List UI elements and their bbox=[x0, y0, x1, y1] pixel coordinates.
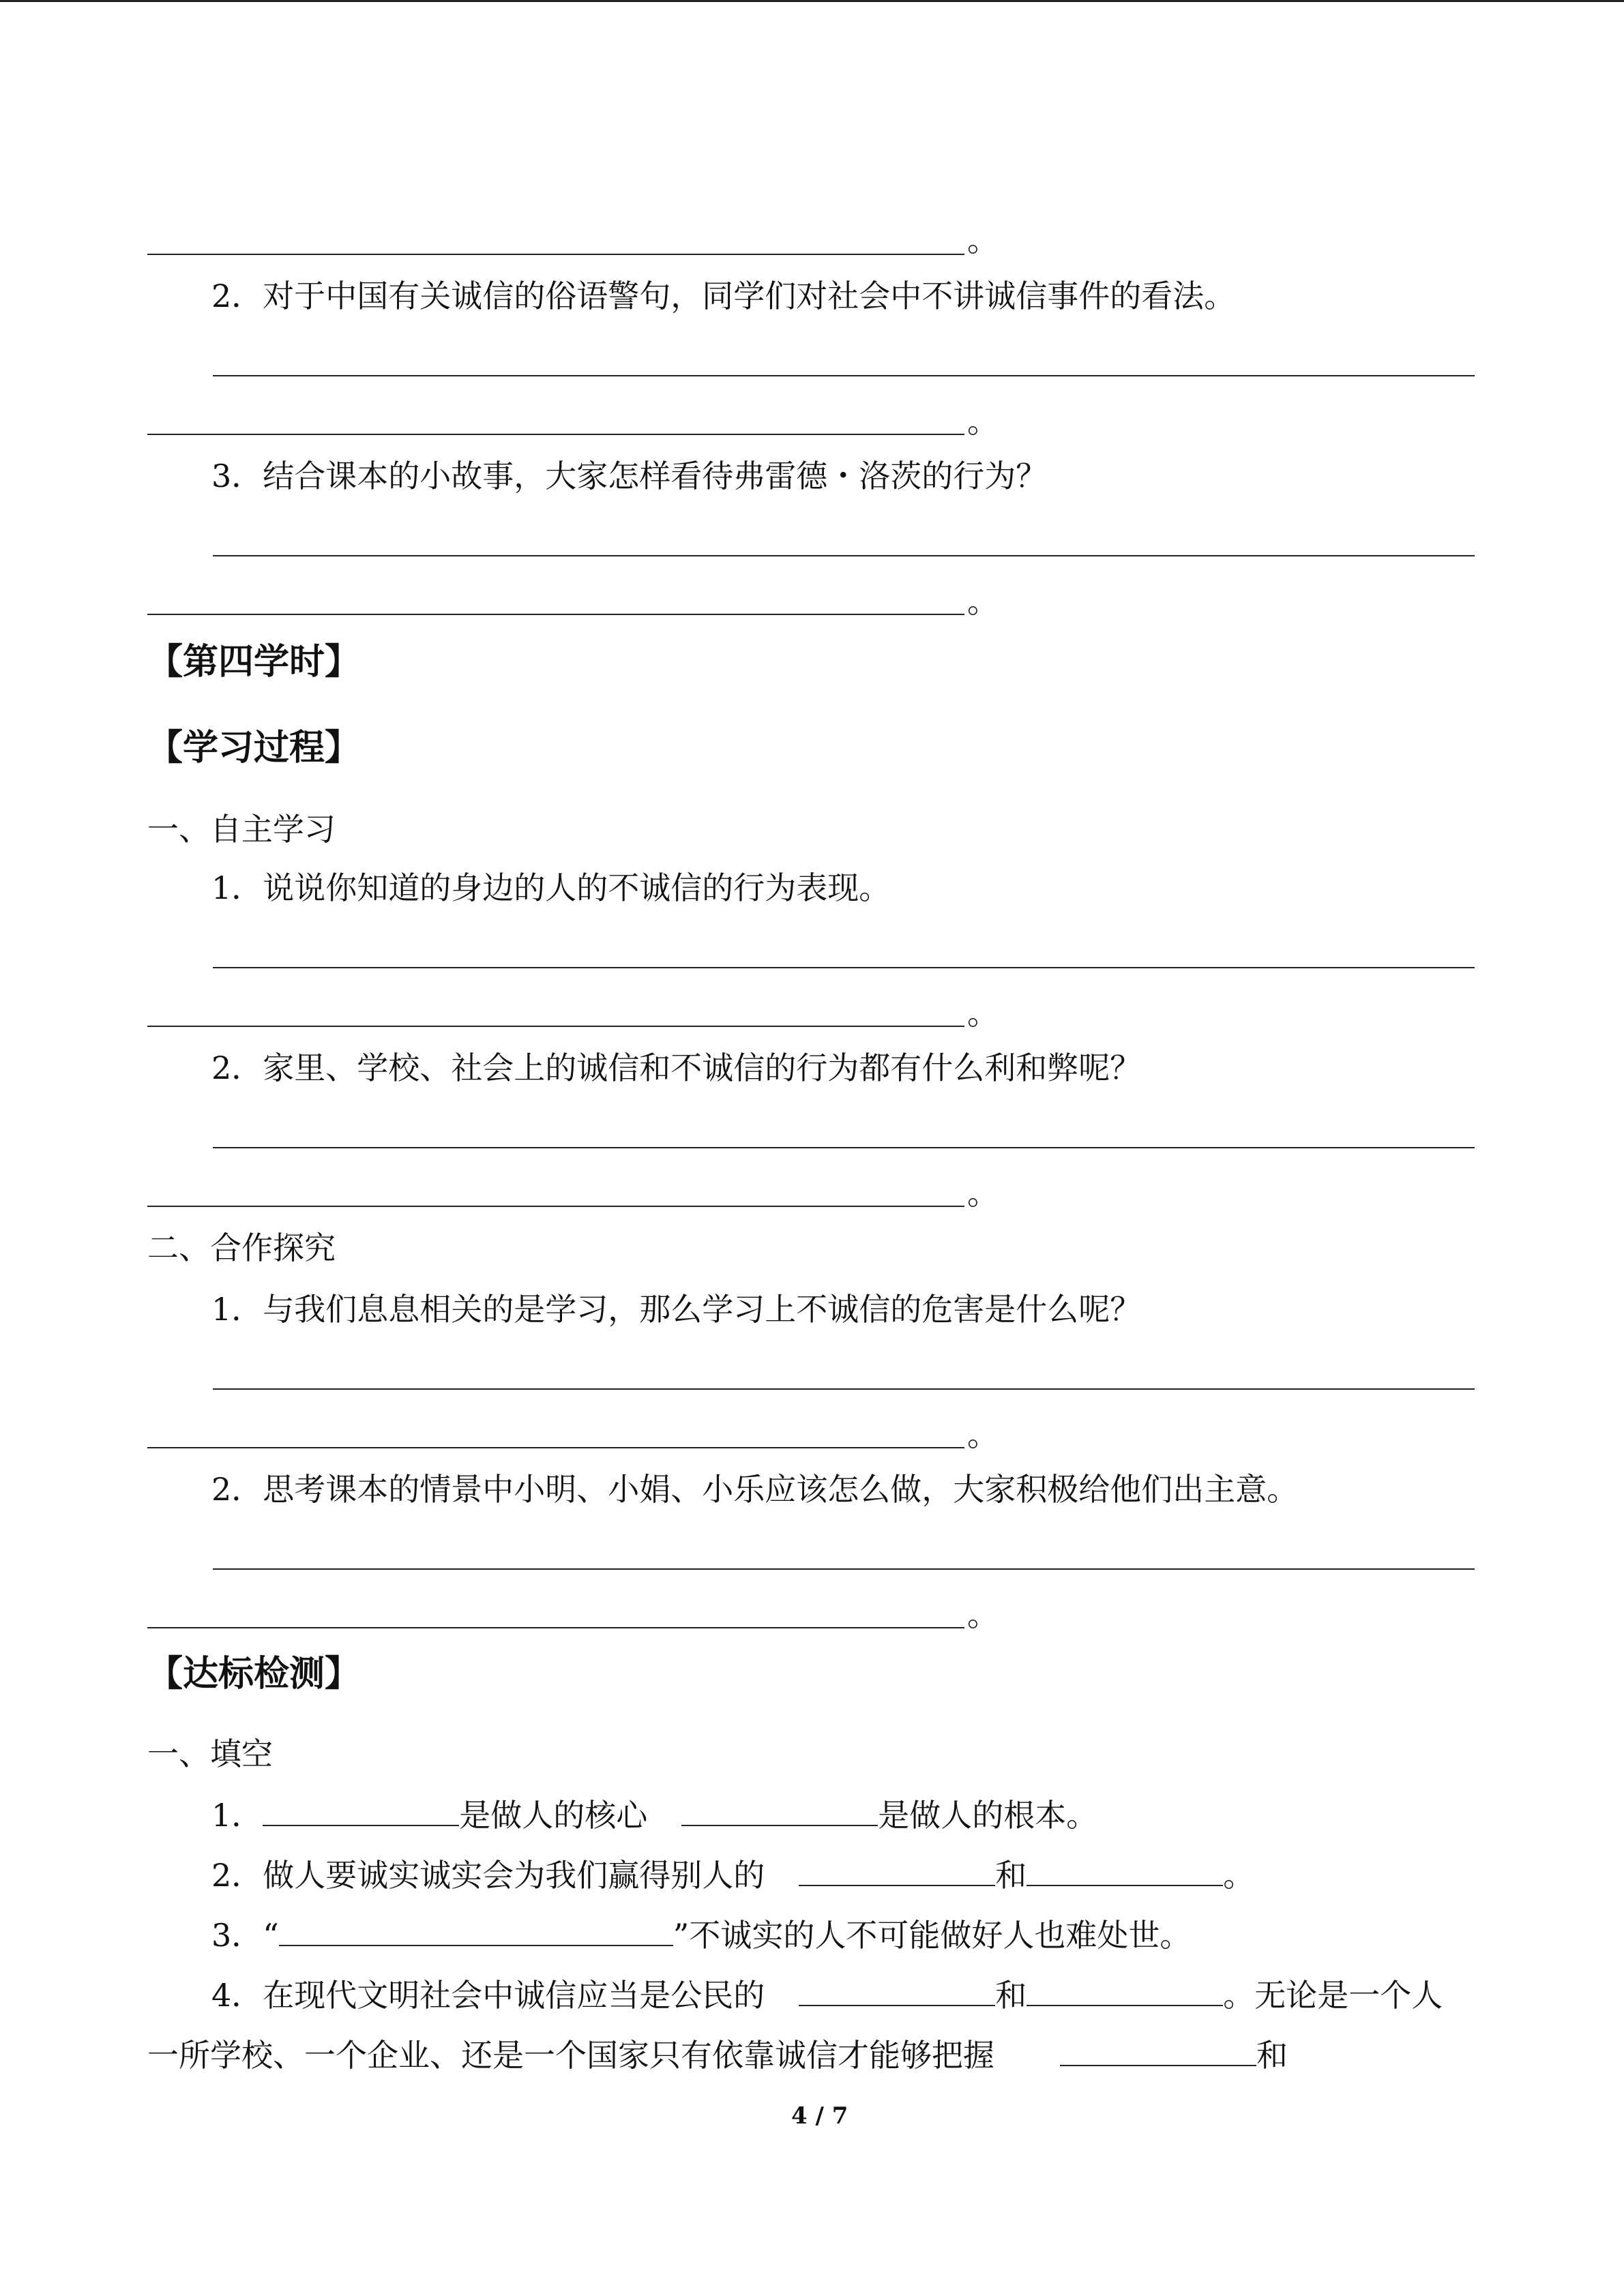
question-text: 2．思考课本的情景中小明、小娟、小乐应该怎么做，大家积极给他们出主意。 bbox=[211, 1471, 1299, 1508]
question-text: 1．与我们息息相关的是学习，那么学习上不诚信的危害是什么呢？ bbox=[211, 1291, 1142, 1328]
blank[interactable] bbox=[799, 1855, 995, 1886]
answer-line[interactable] bbox=[213, 1147, 1475, 1148]
blank[interactable] bbox=[1027, 1975, 1223, 2006]
section-title: 【学习过程】 bbox=[147, 727, 361, 769]
period: 。 bbox=[967, 222, 999, 258]
answer-line bbox=[147, 254, 964, 255]
period: 。 bbox=[967, 583, 999, 620]
fill-question-4: 4．在现代文明社会中诚信应当是公民的 和 。无论是一个人 bbox=[211, 1975, 1443, 2016]
fill-question-2: 2．做人要诚实诚实会为我们赢得别人的 和 。 bbox=[211, 1855, 1254, 1896]
fill-question-1: 1． 是做人的核心 是做人的根本。 bbox=[211, 1795, 1097, 1836]
question-text: 3．结合课本的小故事，大家怎样看待弗雷德・洛茨的行为？ bbox=[211, 458, 1048, 494]
section-title: 【第四学时】 bbox=[147, 641, 361, 683]
period: 。 bbox=[967, 403, 999, 440]
blank[interactable] bbox=[799, 1975, 995, 2006]
answer-line[interactable] bbox=[213, 1568, 1475, 1570]
answer-line[interactable] bbox=[213, 1388, 1475, 1390]
fill-question-4-line2: 一所学校、一个企业、还是一个国家只有依靠诚信才能够把握 和 bbox=[147, 2035, 1288, 2076]
blank[interactable] bbox=[681, 1795, 878, 1826]
subsection-heading: 一、自主学习 bbox=[147, 811, 336, 848]
period: 。 bbox=[967, 1175, 999, 1212]
question-text: 2．家里、学校、社会上的诚信和不诚信的行为都有什么利和弊呢？ bbox=[211, 1049, 1142, 1086]
period: 。 bbox=[967, 1596, 999, 1633]
question-text: 2．对于中国有关诚信的俗语警句，同学们对社会中不讲诚信事件的看法。 bbox=[211, 278, 1236, 314]
answer-line[interactable] bbox=[213, 555, 1475, 556]
answer-line[interactable] bbox=[213, 967, 1475, 968]
section-title: 【达标检测】 bbox=[147, 1653, 361, 1695]
subsection-heading: 二、合作探究 bbox=[147, 1229, 336, 1266]
blank[interactable] bbox=[1060, 2035, 1256, 2066]
blank[interactable] bbox=[1027, 1855, 1223, 1886]
answer-line[interactable] bbox=[147, 1206, 964, 1207]
period: 。 bbox=[967, 1416, 999, 1453]
answer-line[interactable] bbox=[147, 434, 964, 435]
answer-line[interactable] bbox=[147, 1447, 964, 1448]
answer-line[interactable] bbox=[147, 614, 964, 615]
answer-line[interactable] bbox=[213, 375, 1475, 376]
fill-question-3: 3．“ ”不诚实的人不可能做好人也难处世。 bbox=[211, 1915, 1191, 1956]
blank[interactable] bbox=[279, 1915, 673, 1946]
period: 。 bbox=[967, 995, 999, 1032]
answer-line[interactable] bbox=[147, 1627, 964, 1628]
answer-line[interactable] bbox=[147, 1026, 964, 1027]
page-number: 4 / 7 bbox=[791, 2102, 848, 2130]
subsection-heading: 一、填空 bbox=[147, 1735, 273, 1772]
question-text: 1．说说你知道的身边的人的不诚信的行为表现。 bbox=[211, 869, 891, 906]
blank[interactable] bbox=[263, 1795, 459, 1826]
